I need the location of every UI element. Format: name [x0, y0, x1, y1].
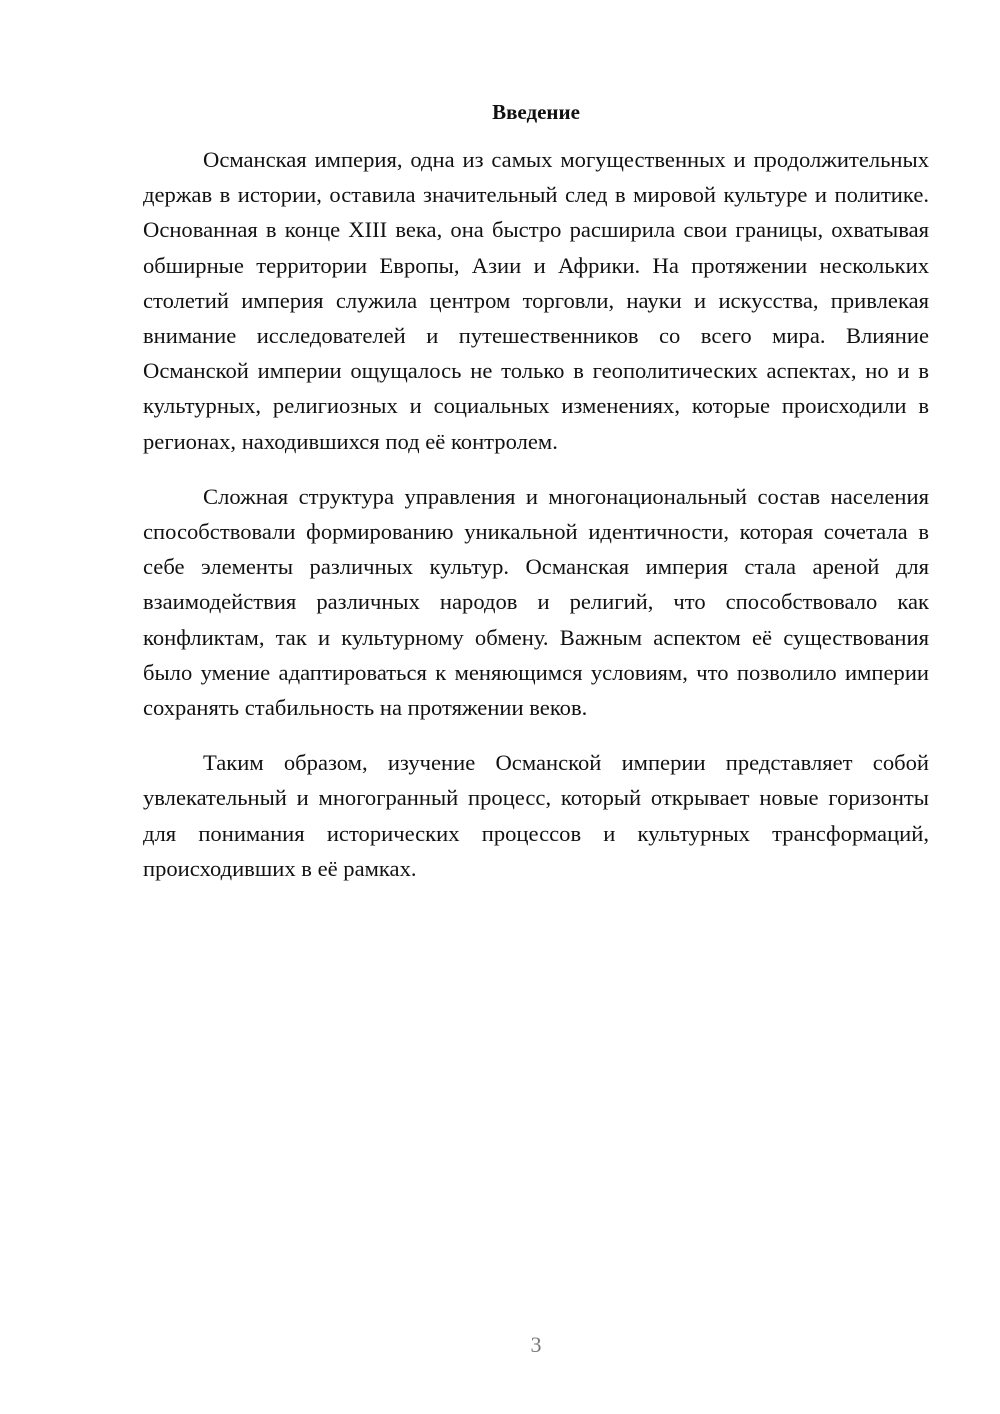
- page-number: 3: [530, 1332, 542, 1357]
- page-content: [143, 94, 929, 906]
- paragraph-3: Таким образом, изучение Османской империи представляет собой увлекательный и многогранный процесс, который открывает новые горизонты для понимания исторических процессов и культурных трансформаций, происходивших в её рамках.: [143, 750, 929, 881]
- paragraph-1: Османская империя, одна из самых могущественных и продолжительных держав в истории, оставила значительный след в мировой культуре и политике. Основанная в конце XIII века, она быстро расширила свои границы, охватывая обширные территории Европы, Азии и Африки. На протяжении нескольких столетий империя служила центром торговли, науки и искусства, привлекая внимание исследователей и путешественников со всего мира. Влияние Османской империи ощущалось не только в геополитических аспектах, но и в культурных, религиозных и социальных изменениях, которые происходили в регионах, находившихся под её контролем.: [143, 147, 929, 454]
- paragraph-2: Сложная структура управления и многонациональный состав населения способствовали формированию уникальной идентичности, которая сочетала в себе элементы различных культур. Османская империя стала ареной для взаимодействия различных народов и религий, что способствовало как конфликтам, так и культурному обмену. Важным аспектом её существования было умение адаптироваться к меняющимся условиям, что позволило империи сохранять стабильность на протяжении веков.: [143, 483, 929, 721]
- section-title: Введение: [492, 100, 580, 124]
